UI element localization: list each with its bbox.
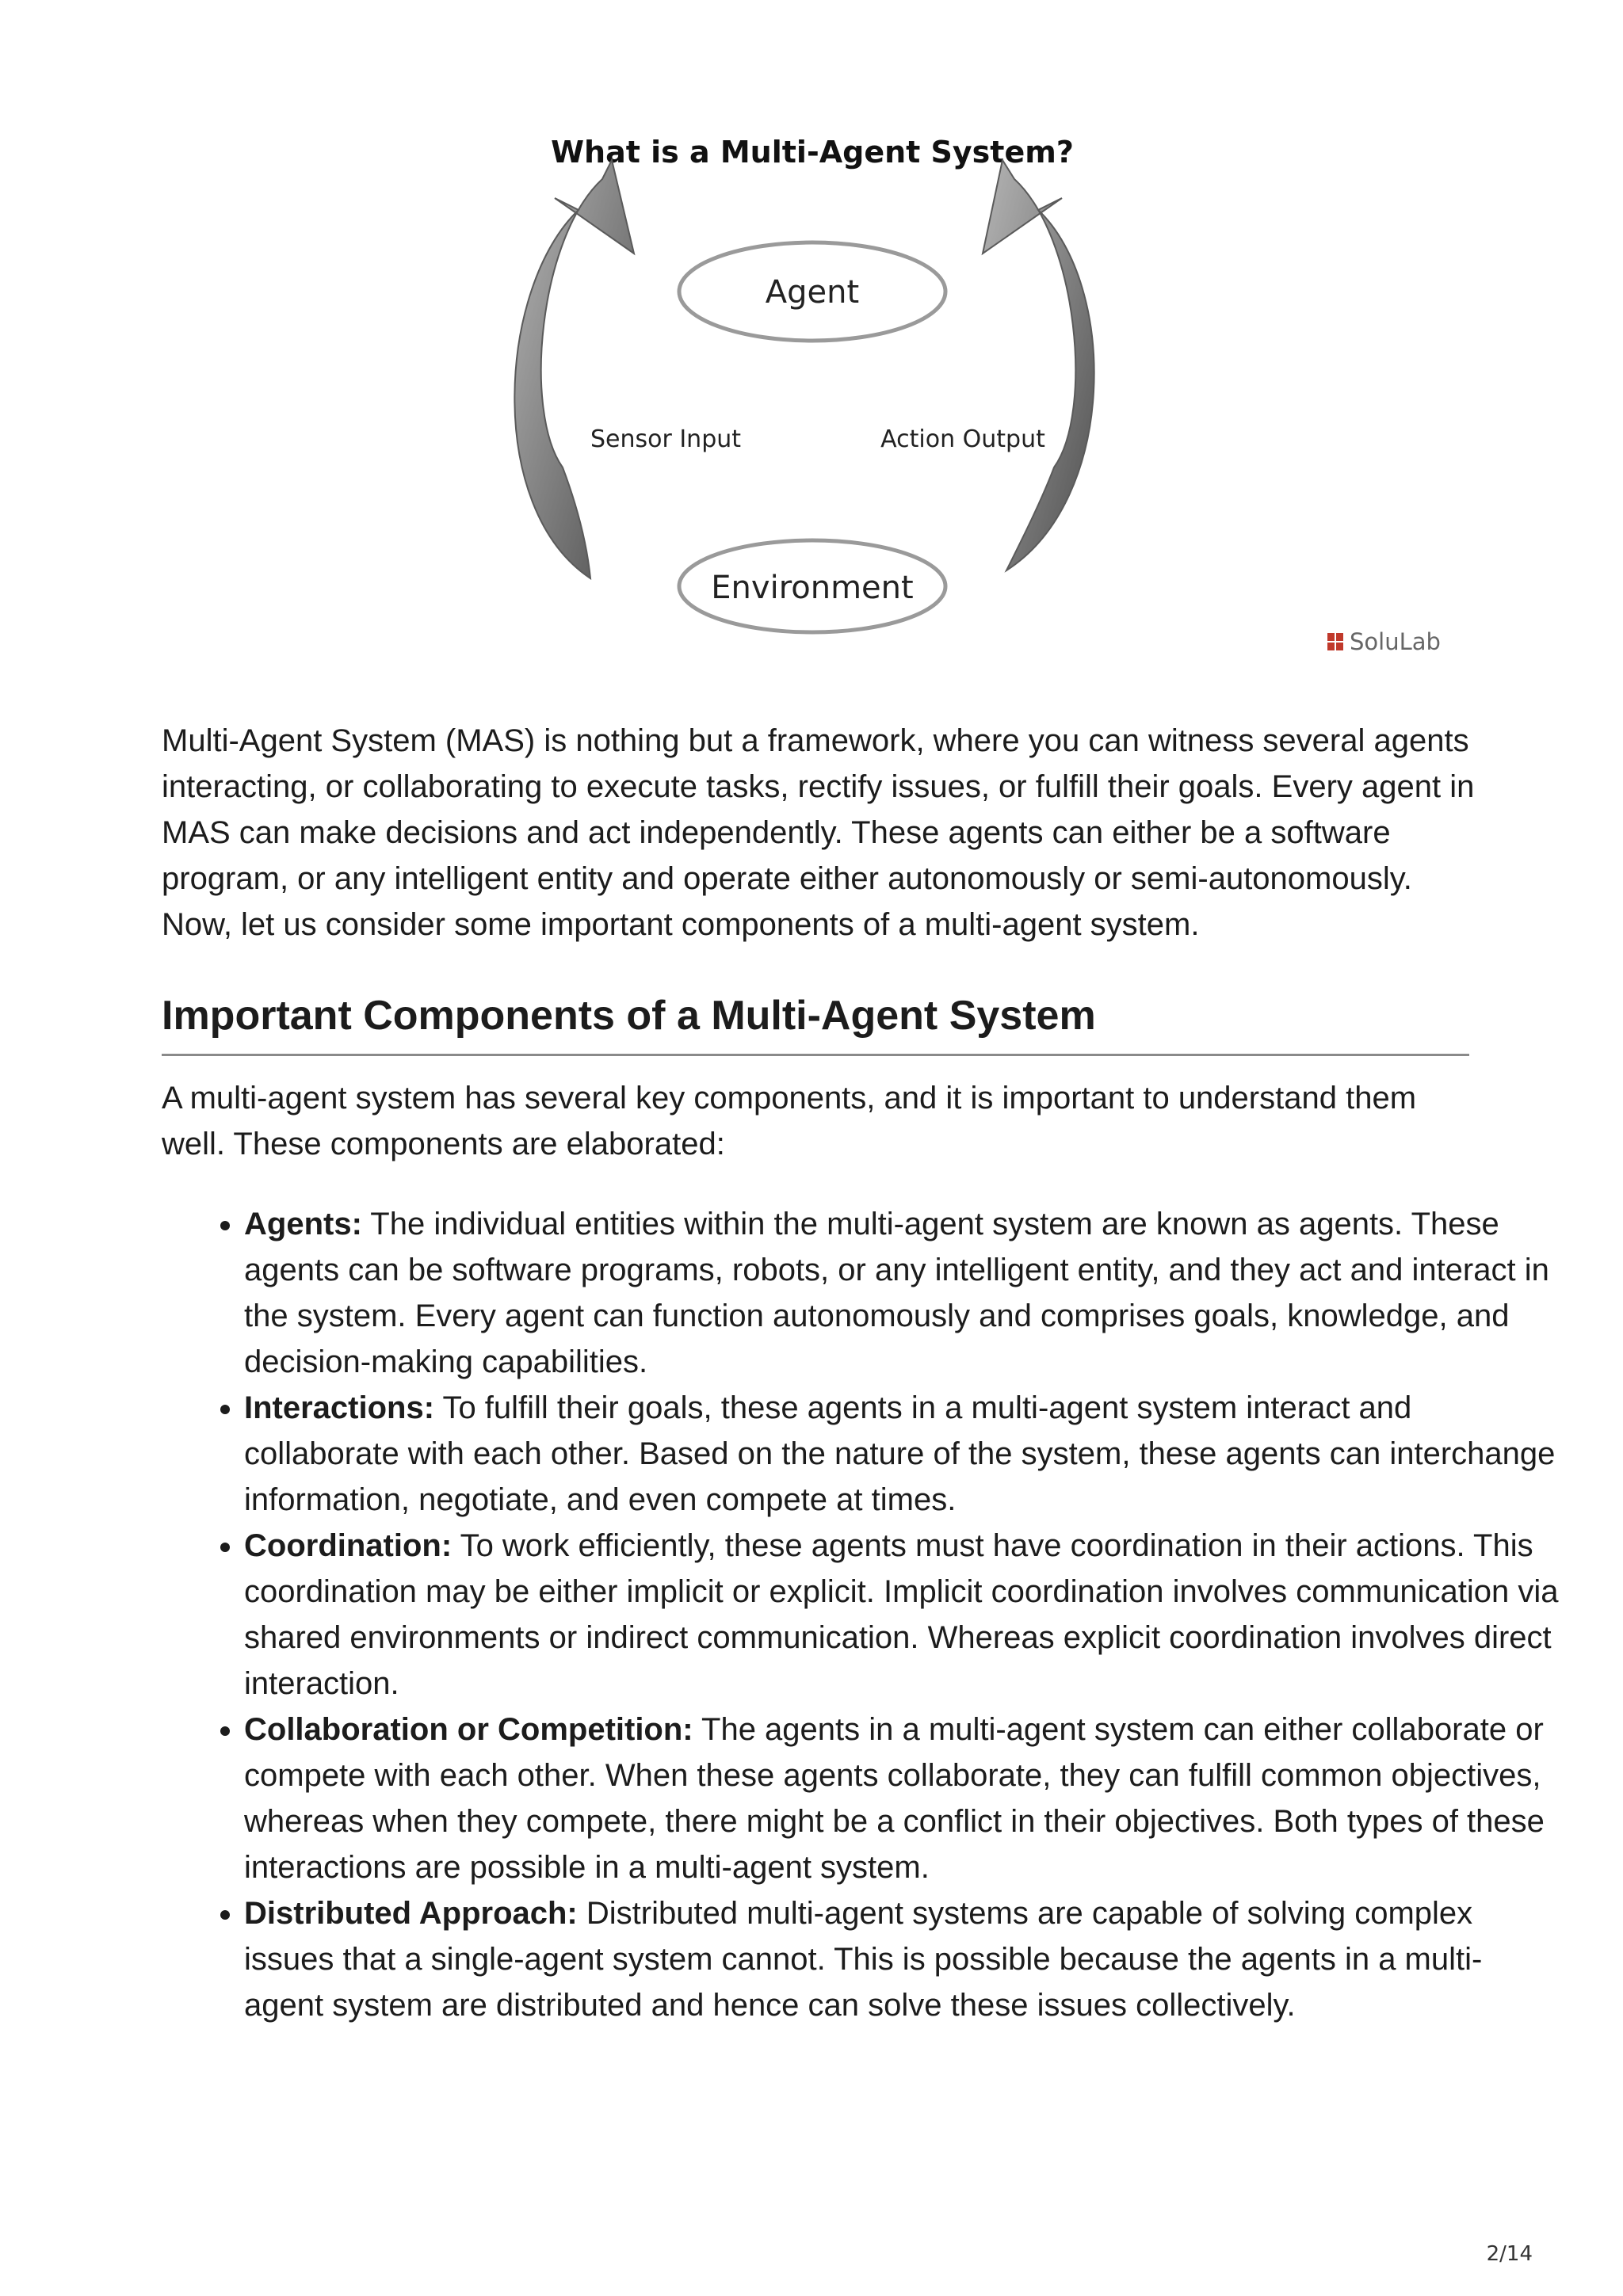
left-arrow bbox=[514, 160, 634, 578]
action-output-label: Action Output bbox=[880, 425, 1045, 453]
list-item-term: Distributed Approach: bbox=[244, 1896, 578, 1931]
heading-divider bbox=[162, 1054, 1469, 1056]
intro-paragraph: Multi-Agent System (MAS) is nothing but a framework, where you can witness several agents interacting, or collaborating to execute tasks, rectify issues, or fulfill their goals. Every agent in MAS can make decisions and act independently. These agents can either be a software program, or any intelligent entity and operate either autonomously or semi-autonomously. Now, let us consider some important components of a multi-agent system. bbox=[162, 723, 1475, 942]
list-item bbox=[244, 1201, 1560, 1385]
solulab-icon bbox=[1327, 633, 1343, 650]
sensor-input-label: Sensor Input bbox=[590, 425, 742, 453]
section-lead: A multi-agent system has several key components, and it is important to understand them well. These components are elaborated: bbox=[162, 1081, 1417, 1161]
page-number: 2/14 bbox=[1486, 2242, 1533, 2266]
list-item-text: The individual entities within the multi-agent system are known as agents. These agents can be software programs, robots, or any intelligent entity, and they act and interact in the system. Every agent can function autonomously and comprises goals, knowledge, and decision-making capabilities. bbox=[244, 1207, 1549, 1379]
list-item bbox=[244, 1385, 1560, 1523]
list-item-text: To fulfill their goals, these agents in a multi-agent system interact and collaborate with each other. Based on the nature of the system, these agents can interchange information, negotiate, and even compete at times. bbox=[244, 1390, 1556, 1517]
brand-name: SoluLab bbox=[1350, 628, 1441, 655]
agent-label: Agent bbox=[765, 274, 860, 311]
section-heading: Important Components of a Multi-Agent System bbox=[162, 993, 1096, 1039]
solulab-logo bbox=[1327, 626, 1441, 658]
components-list bbox=[162, 1201, 1560, 2028]
figure-title: What is a Multi-Agent System? bbox=[551, 135, 1074, 170]
list-item bbox=[244, 1707, 1560, 1890]
cycle-diagram bbox=[515, 127, 1450, 666]
right-arrow bbox=[983, 160, 1094, 570]
list-item bbox=[244, 1523, 1560, 1707]
list-item-text: Distributed multi-agent systems are capable of solving complex issues that a single-agent system cannot. This is possible because the agents in a multi-agent system are distributed and hence can solve these issues collectively. bbox=[244, 1896, 1483, 2023]
list-item-term: Coordination: bbox=[244, 1528, 453, 1563]
list-item-term: Interactions: bbox=[244, 1390, 435, 1425]
list-item-text: To work efficiently, these agents must have coordination in their actions. This coordination may be either implicit or explicit. Implicit coordination involves communication via shared environments or indirect communication. Whereas explicit coordination involves direct interaction. bbox=[244, 1528, 1559, 1701]
list-item-term: Agents: bbox=[244, 1207, 362, 1241]
mas-diagram bbox=[515, 127, 1450, 666]
environment-label: Environment bbox=[711, 570, 914, 606]
list-item bbox=[244, 1890, 1560, 2028]
list-item-term: Collaboration or Competition: bbox=[244, 1712, 693, 1747]
list-item-text: The agents in a multi-agent system can either collaborate or compete with each other. When these agents collaborate, they can fulfill common objectives, whereas when they compete, there might be a conflict in their objectives. Both types of these interactions are possible in a multi-agent system. bbox=[244, 1712, 1545, 1885]
